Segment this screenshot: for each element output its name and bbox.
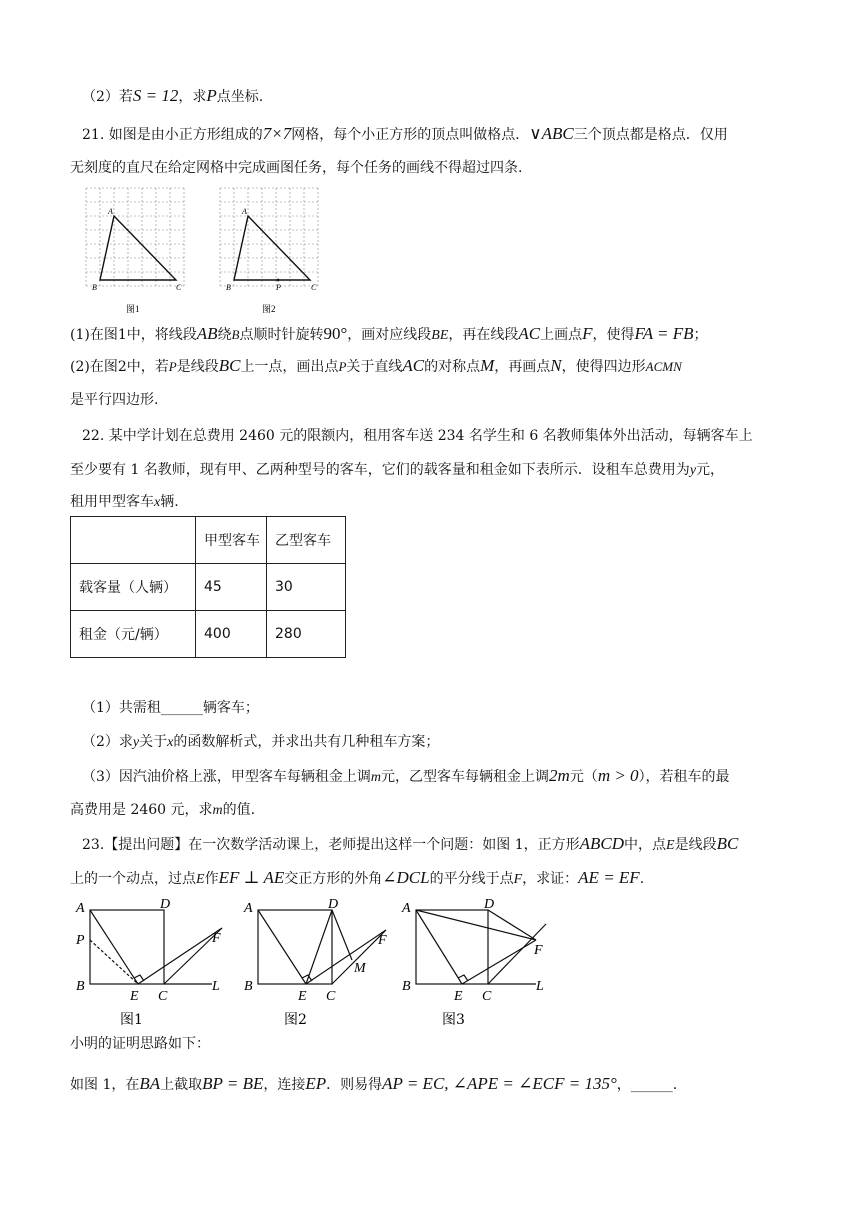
label-F: F xyxy=(378,933,387,948)
q23-figure-2 xyxy=(238,896,398,1030)
label-D: D xyxy=(328,897,339,912)
q23-figure-3 xyxy=(396,896,560,1030)
label-B: B xyxy=(76,979,85,994)
q21-figure-2 xyxy=(216,186,326,316)
q21-part2: (2)在图2中，若P是线段BC上一点，画出点P关于直线AC的对称点M，再画点N，使得四边形ACMN xyxy=(70,356,682,375)
table-cell: 30 xyxy=(267,564,346,611)
label-C: C xyxy=(326,989,336,1004)
label-L: L xyxy=(536,979,544,994)
label-B: B xyxy=(244,979,253,994)
label-A: A xyxy=(242,207,247,216)
label-C: C xyxy=(176,283,182,292)
label-E: E xyxy=(454,989,463,1004)
label-C: C xyxy=(482,989,492,1004)
q22-line3: 租用甲型客车x辆. xyxy=(70,494,179,510)
fig2-caption: 图2 xyxy=(262,304,276,314)
table-row xyxy=(71,611,346,658)
label-A: A xyxy=(108,207,113,216)
label-C: C xyxy=(158,989,168,1004)
label-P: P xyxy=(76,933,85,948)
q21-figure-1 xyxy=(84,186,188,316)
table-header-cell: 甲型客车 xyxy=(196,517,267,564)
q21-line1: 21. 如图是由小正方形组成的7×7网格，每个小正方形的顶点叫做格点．∨ABC三个顶点都是格点．仅用 xyxy=(82,124,728,143)
fig2-caption: 图2 xyxy=(284,1012,307,1028)
q22-line2: 至少要有 1 名教师，现有甲、乙两种型号的客车，它们的载客量和租金如下表所示．设租车总费用为y元， xyxy=(70,462,725,478)
table-cell: 载客量（人辆） xyxy=(71,564,196,611)
q23-ming: 小明的证明思路如下： xyxy=(70,1036,210,1052)
q23-line1: 23.【提出问题】在一次数学活动课上，老师提出这样一个问题：如图 1，正方形ABCD中，点E是线段BC xyxy=(82,834,739,853)
table-header-row xyxy=(71,517,346,564)
table-cell: 280 xyxy=(267,611,346,658)
label-M: M xyxy=(354,961,366,976)
label-C: C xyxy=(311,283,317,292)
table-cell: 租金（元/辆） xyxy=(71,611,196,658)
q22-part1: （1）共需租______辆客车； xyxy=(82,700,259,716)
label-L: L xyxy=(212,979,220,994)
q21-line2: 无刻度的直尺在给定网格中完成画图任务，每个任务的画线不得超过四条. xyxy=(70,160,523,176)
table-cell: 400 xyxy=(196,611,267,658)
q21-part1: (1)在图1中，将线段AB绕B点顺时针旋转90°，画对应线段BE，再在线段AC上画点F，使得FA = FB； xyxy=(70,324,708,343)
q22-part3-line2: 高费用是 2460 元，求m的值. xyxy=(70,802,256,818)
label-A: A xyxy=(244,901,253,916)
q22-part3: （3）因汽油价格上涨，甲型客车每辆租金上调m元，乙型客车每辆租金上调2m元（m > 0），若租车的最 xyxy=(82,766,730,785)
label-B: B xyxy=(92,283,97,292)
label-E: E xyxy=(130,989,139,1004)
q21-part2-line2: 是平行四边形. xyxy=(70,392,159,408)
q22-line1: 22. 某中学计划在总费用 2460 元的限额内，租用客车送 234 名学生和 6 名教师集体外出活动，每辆客车上 xyxy=(82,428,753,444)
fig1-caption: 图1 xyxy=(126,304,140,314)
q22-part2: （2）求y关于x的函数解析式，并求出共有几种租车方案； xyxy=(82,734,440,750)
fig3-caption: 图3 xyxy=(442,1012,465,1028)
label-B: B xyxy=(226,283,231,292)
table-header-cell: 乙型客车 xyxy=(267,517,346,564)
label-A: A xyxy=(76,901,85,916)
rental-table xyxy=(70,516,346,658)
label-B: B xyxy=(402,979,411,994)
q23-last-line: 如图 1，在BA上截取BP = BE，连接EP．则易得AP = EC, ∠APE = ∠ECF = 135°，______. xyxy=(70,1074,678,1093)
fig1-caption: 图1 xyxy=(120,1012,143,1028)
label-A: A xyxy=(402,901,411,916)
q23-line2: 上的一个动点，过点E作EF ⊥ AE交正方形的外角∠DCL的平分线于点F，求证：AE = EF. xyxy=(70,868,645,887)
table-header-cell xyxy=(71,517,196,564)
label-P: P xyxy=(276,283,281,292)
label-D: D xyxy=(160,897,171,912)
table-row xyxy=(71,564,346,611)
label-F: F xyxy=(534,943,543,958)
table-cell: 45 xyxy=(196,564,267,611)
label-D: D xyxy=(484,897,495,912)
q23-figure-1 xyxy=(72,896,232,1030)
q20-part2: （2）若S = 12，求P点坐标. xyxy=(82,86,264,105)
label-E: E xyxy=(298,989,307,1004)
label-F: F xyxy=(212,931,221,946)
